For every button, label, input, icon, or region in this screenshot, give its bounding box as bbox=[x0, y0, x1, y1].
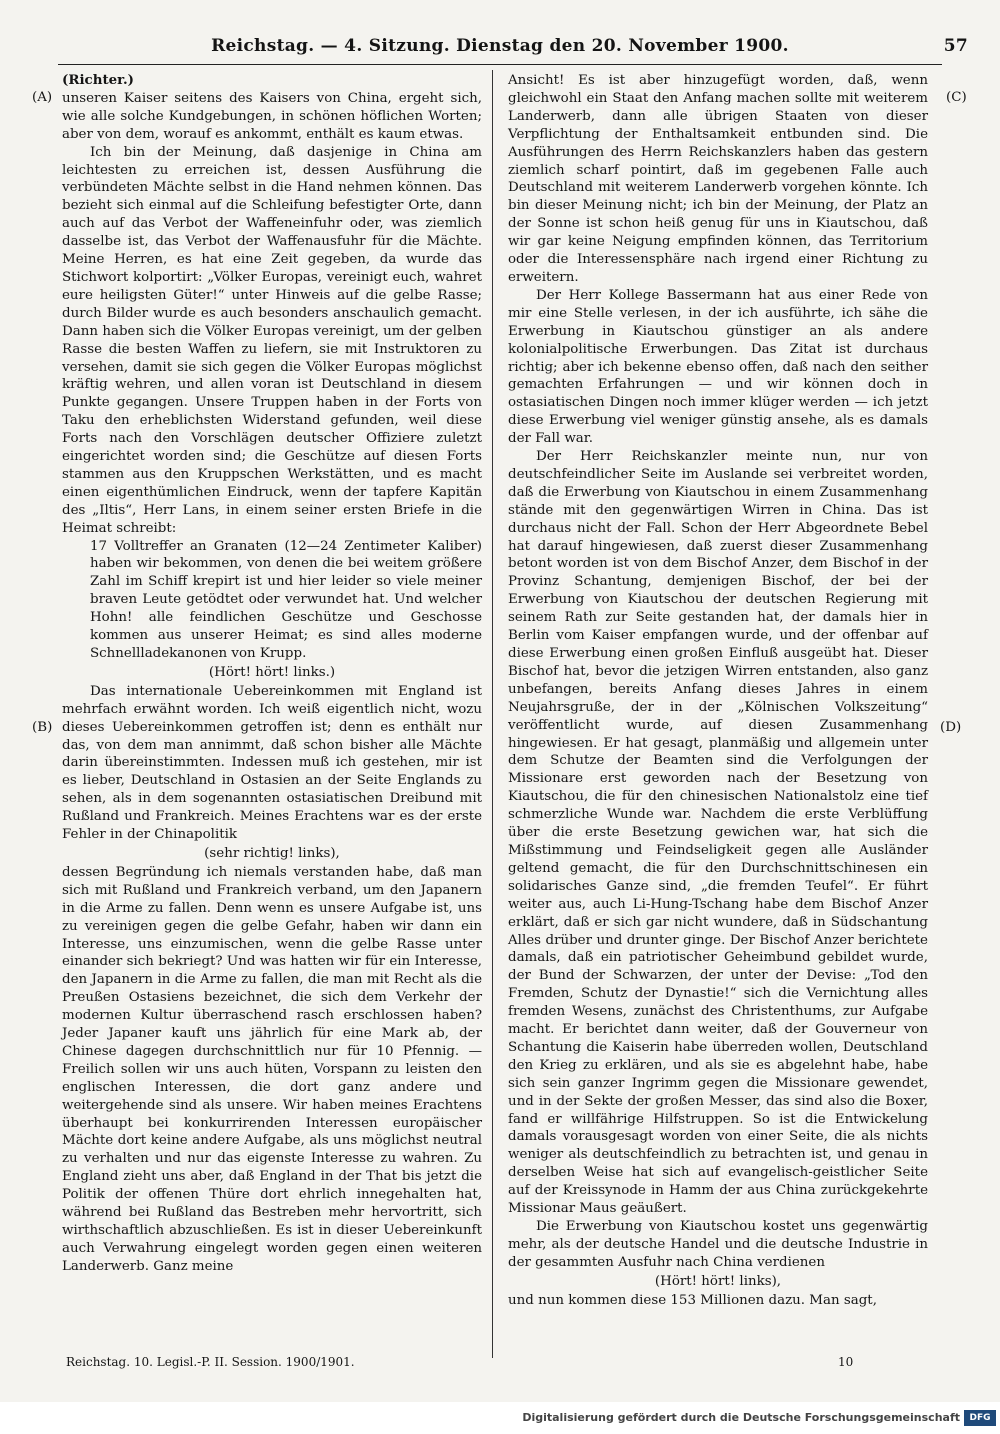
running-header bbox=[58, 36, 968, 66]
credit-text: Digitalisierung gefördert durch die Deutsche Forschungsgemeinschaft bbox=[522, 1411, 960, 1424]
paragraph: unseren Kaiser seitens des Kaisers von China, ergeht sich, wie alle solche Kundgebungen, in schönen höflichen Worten; aber von dem, worauf es ankommt, enthält es kaum etwas. bbox=[62, 90, 482, 142]
interjection: (sehr richtig! links), bbox=[204, 845, 340, 861]
margin-marker-d: (D) bbox=[940, 720, 962, 735]
header-rule bbox=[58, 64, 942, 65]
right-column bbox=[508, 72, 928, 1310]
interjection: (Hört! hört! links), bbox=[654, 1273, 782, 1289]
left-column bbox=[62, 72, 482, 1276]
paragraph: Der Herr Reichskanzler meinte nun, nur von deutschfeindlicher Seite im Auslande sei verbreitet worden, daß die Erwerbung von Kiautschou in einem Zusammenhang stände mit den gegenwärtigen Wirren in China. Das ist durchaus nicht der Fall. Schon der Herr Abgeordnete Bebel hat darauf hingewiesen, daß zuerst dieser Zusammenhang betont worden ist von dem Bischof Anzer, dem Bischof in der Provinz Schantung, demjenigen Bischof, der bei der Erwerbung von Kiautschou der deutschen Regierung mit seinem Rath zur Seite gestanden hat, der damals hier in Berlin vom Kaiser empfangen wurde, und der offenbar auf diese Erwerbung einen großen Einfluß ausgeübt hat. Dieser Bischof hat, bevor die jetzigen Wirren entstanden, also ganz unbefangen, bereits Anfang dieses Jahres in einem Neujahrsgruße, der in der „Kölnischen Volkszeitung“ veröffentlicht wurde, auf diesen Zusammenhang hingewiesen. Er hat gesagt, planmäßig und allgemein unter dem Schutze der Beamten sind die Verfolgungen der Missionare erst geworden nach der Besetzung von Kiautschou, die für den chinesischen Nationalstolz eine tief schmerzliche Wunde war. Nachdem die erste Verblüffung über die erste Besetzung gewichen war, hat sich die Mißstimmung und Feindseligkeit gegen alle Ausländer geltend gemacht, die für den Durchschnittschinesen ein solidarisches Ganze sind, „die fremden Teufel“. Er führt weiter aus, auch Li-Hung-Tschang habe dem Bischof Anzer erklärt, daß er sich gar nicht wundere, daß in Südschantung Alles drüber und drunter ginge. Der Bischof Anzer berichtete damals, daß ein patriotischer Geheimbund gebildet wurde, der Bund der Schwarzen, der unter der Devise: „Tod den Fremden, Schutz der Dynastie!“ sich die Vernichtung alles fremden Wesens, zunächst des Christenthums, zur Aufgabe macht. Er berichtet dann weiter, daß der Gouverneur von Schantung die Kaiserin habe überreden wollen, Deutschland den Krieg zu erklären, und als sie es abgelehnt habe, habe sich sein ganzer Ingrimm gegen die Missionare gewendet, und in der Sekte der großen Messer, das sind also die Boxer, fand er willfährige Hilfstruppen. So ist die Entwickelung damals vorausgesagt worden von einer Seite, die als nichts weniger als deutschfeindlich zu betrachten ist, und genau in derselben Weise hat sich auf evangelisch-geistlicher Seite auf der Kreissynode in Hamm der aus China zurückgekehrte Missionar Maus geäußert. bbox=[508, 449, 928, 1217]
quotation: 17 Volltreffer an Granaten (12—24 Zentimeter Kaliber) haben wir bekommen, von denen die bei weitem größere Zahl im Schiff krepirt ist und hier leider so viele meiner braven Leute getödtet oder verwundet hat. Und welcher Hohn! alle feindlichen Geschütze und Geschosse kommen aus unserer Heimat; es sind alles moderne Schnellladekanonen von Krupp. bbox=[90, 538, 482, 661]
digitization-credit-bar bbox=[0, 1402, 1000, 1434]
paragraph: Ich bin der Meinung, daß dasjenige in China am leichtesten zu erreichen ist, dessen Ausführung die verbündeten Mächte selbst in die Hand nehmen können. Das bezieht sich einmal auf die Schleifung befestigter Orte, dann auch auf das Verbot der Waffeneinfuhr oder, was ziemlich dasselbe ist, das Verbot der Waffenausfuhr für die Mächte. Meine Herren, es hat eine Zeit gegeben, da wurde das Stichwort kolportirt: „Völker Europas, vereinigt euch, wahret eure heiligsten Güter!“ unter Hinweis auf die gelbe Rasse; durch Bilder wurde es auch besonders anschaulich gemacht. Dann haben sich die Völker Europas vereinigt, um der gelben Rasse die besten Waffen zu liefern, sie mit Instruktoren zu versehen, damit sie sich gegen die Völker Europas möglichst kräftig wehren, und allen voran ist Deutschland in diesem Punkte gegangen. Unsere Truppen haben in der Forts von Taku den erheblichsten Widerstand gefunden, weil diese Forts nach den Vorschlägen deutscher Offiziere zuletzt eingerichtet worden sind; die Geschütze auf diesen Forts stammen aus den Kruppschen Werkstätten, und es macht einen eigenthümlichen Eindruck, wenn der tapfere Kapitän des „Iltis“, Herr Lans, in einem seiner ersten Briefe in die Heimat schreibt: bbox=[62, 144, 482, 536]
paragraph: und nun kommen diese 153 Millionen dazu. Man sagt, bbox=[508, 1292, 877, 1308]
paragraph: Ansicht! Es ist aber hinzugefügt worden, daß, wenn gleichwohl ein Staat den Anfang machen sollte mit weiterem Landerwerb, dann alle übrigen Staaten von dieser Verpflichtung der Enthaltsamkeit entbunden sind. Die Ausführungen des Herrn Reichskanzlers haben das gestern ziemlich scharf pointirt, daß im gegebenen Falle auch Deutschland mit weiterem Landerwerb vorgehen könnte. Ich bin dieser Meinung nicht; ich bin der Meinung, der Platz an der Sonne ist schon heiß genug für uns in Kiautschou, daß wir gar keine Neigung empfinden können, das Territorium oder die Interessensphäre nach irgend einer Richtung zu erweitern. bbox=[508, 73, 928, 285]
interjection: (Hört! hört! links.) bbox=[208, 664, 336, 680]
margin-marker-a: (A) bbox=[32, 90, 53, 105]
dfg-logo-icon: DFG bbox=[964, 1410, 996, 1426]
paragraph: dessen Begründung ich niemals verstanden habe, daß man sich mit Rußland und Frankreich verband, um den Japanern in die Arme zu fallen. Denn wenn es unsere Aufgabe ist, uns zu vereinigen gegen die gelbe Gefahr, haben wir dann ein Interesse, uns einzumischen, wenn die gelbe Rasse unter einander sich bekriegt? Und was hatten wir für ein Interesse, den Japanern in die Arme zu fallen, die man mit Recht als die Preußen Ostasiens bezeichnet, die sich dem Verkehr der modernen Kultur überraschend rasch erschlossen haben? Jeder Japaner kauft uns jährlich für eine Mark ab, der Chinese dagegen durchschnittlich nur für 10 Pfennig. — Freilich sollen wir uns auch hüten, Vorspann zu leisten den englischen Interessen, die dort ganz andere und weitergehende sind als unsere. Wir haben meines Erachtens überhaupt bei konkurrirenden Interessen europäischer Mächte dort keine andere Aufgabe, als uns möglichst neutral zu verhalten und nur das eigenste Interesse zu wahren. Zu England zieht uns aber, daß England in der That bis jetzt die Politik der offenen Thüre dort ehrlich innegehalten hat, während bei Rußland das Bestreben mehr hervortritt, sich wirthschaftlich abzuschließen. Es ist in dieser Uebereinkunft auch Verwahrung eingelegt worden gegen einen weiteren Landerwerb. Ganz meine bbox=[62, 864, 482, 1274]
running-head-text: Reichstag. — 4. Sitzung. Dienstag den 20. November 1900. bbox=[211, 36, 789, 56]
column-divider bbox=[492, 70, 493, 1358]
page-number: 57 bbox=[943, 36, 968, 56]
paragraph: Das internationale Uebereinkommen mit England ist mehrfach erwähnt worden. Ich weiß eigentlich nicht, wozu dieses Uebereinkommen getroffen ist; denn es enthält nur das, von dem man annimmt, daß schon bisher alle Mächte darin übereinstimmten. Indessen muß ich gestehen, mir ist es lieber, Deutschland in Ostasien an der Seite Englands zu sehen, als in dem sogenannten ostasiatischen Dreibund mit Rußland und Frankreich. Meines Erachtens war es der erste Fehler in der Chinapolitik bbox=[62, 683, 482, 843]
margin-marker-c: (C) bbox=[946, 90, 967, 105]
speaker-label: (Richter.) bbox=[62, 72, 134, 88]
paragraph: Die Erwerbung von Kiautschou kostet uns gegenwärtig mehr, als der deutsche Handel und die deutsche Industrie in der gesammten Ausfuhr nach China verdienen bbox=[508, 1219, 928, 1270]
margin-marker-b: (B) bbox=[32, 720, 53, 735]
paragraph: Der Herr Kollege Bassermann hat aus einer Rede von mir eine Stelle verlesen, in der ich ausführte, ich sähe die Erwerbung in Kiautschou günstiger an als andere kolonialpolitische Erwerbungen. Das Zitat ist durchaus richtig; aber ich bekenne ebenso offen, daß nach den seither gemachten Erfahrungen — und wir können doch in ostasiatischen Dingen noch immer klüger werden — ich jetzt diese Erwerbung viel weniger günstig ansehe, als es damals der Fall war. bbox=[508, 287, 928, 447]
footer-sheet-number: 10 bbox=[838, 1355, 854, 1369]
footer-left: Reichstag. 10. Legisl.-P. II. Session. 1900/1901. bbox=[66, 1355, 355, 1369]
